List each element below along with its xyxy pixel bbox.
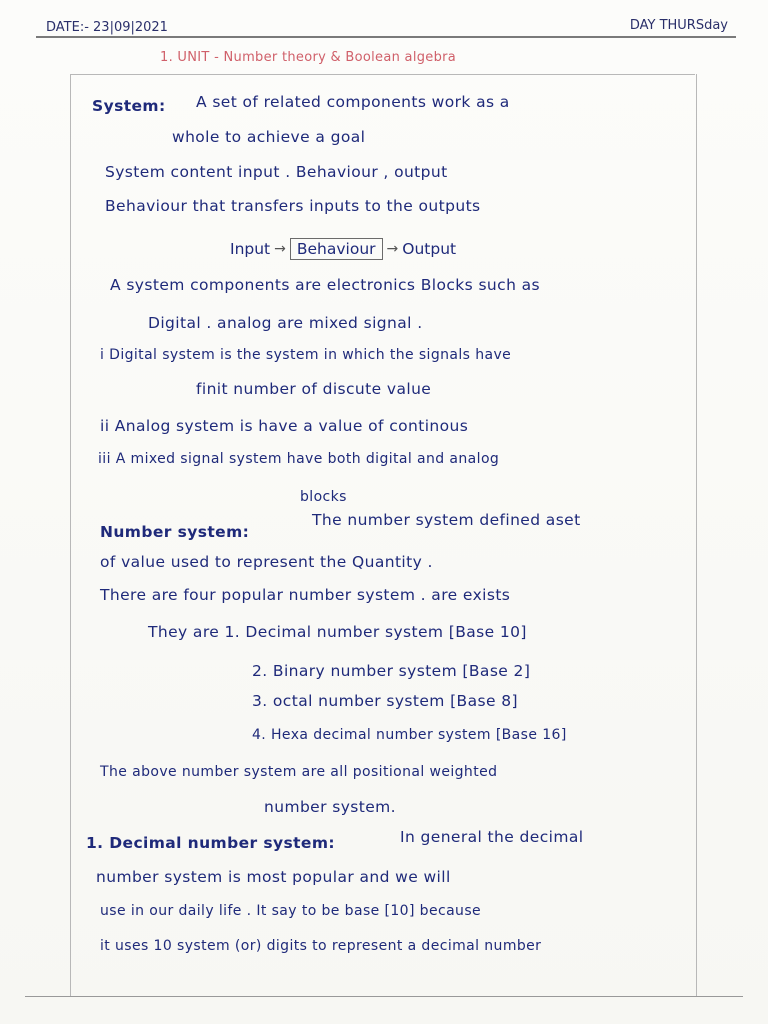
decimal-line-3: use in our daily life . It say to be base [10] because [100, 903, 482, 919]
number-system-heading: Number system: [100, 523, 250, 541]
decimal-line-2: number system is most popular and we will [96, 868, 451, 886]
bottom-rule [25, 996, 743, 997]
decimal-line-4: it uses 10 system (or) digits to represent a decimal number [100, 938, 542, 954]
flow-input-label: Input [230, 240, 271, 258]
system-line-3: System content input . Behaviour , output [105, 163, 448, 181]
types-line-1: A system components are electronics Blocks such as [110, 276, 540, 294]
right-arrow-icon: → [274, 241, 286, 257]
number-system-line-3: There are four popular number system . are exists [100, 586, 511, 604]
number-system-line-7: 4. Hexa decimal number system [Base 16] [252, 727, 567, 743]
number-system-line-6: 3. octal number system [Base 8] [252, 692, 518, 710]
day-field: DAY THURSday [629, 18, 728, 33]
system-line-4: Behaviour that transfers inputs to the outputs [105, 197, 481, 215]
types-line-3: i Digital system is the system in which the signals have [100, 347, 512, 363]
right-arrow-icon: → [386, 241, 399, 257]
number-system-line-4: They are 1. Decimal number system [Base 10] [148, 623, 527, 641]
decimal-line-1: In general the decimal [400, 828, 584, 846]
input-behaviour-output-diagram [230, 238, 456, 260]
types-line-2: Digital . analog are mixed signal . [148, 314, 423, 332]
decimal-heading: 1. Decimal number system: [86, 834, 335, 852]
date-field: DATE:- 23|09|2021 [46, 20, 168, 35]
types-line-7: blocks [300, 489, 347, 505]
number-system-line-9: number system. [264, 798, 396, 816]
unit-title: 1. UNIT - Number theory & Boolean algebra [160, 50, 457, 65]
system-heading: System: [92, 97, 166, 115]
flow-behaviour-box: Behaviour [290, 238, 383, 260]
number-system-line-8: The above number system are all positional weighted [100, 764, 498, 780]
types-line-4: finit number of discute value [196, 380, 432, 398]
types-line-5: ii Analog system is have a value of continous [100, 417, 469, 435]
number-system-line-2: of value used to represent the Quantity . [100, 553, 433, 571]
number-system-line-5: 2. Binary number system [Base 2] [252, 662, 531, 680]
flow-output-label: Output [402, 240, 457, 258]
types-line-6: iii A mixed signal system have both digital and analog [98, 451, 500, 467]
system-line-1: A set of related components work as a [196, 93, 510, 111]
system-line-2: whole to achieve a goal [172, 128, 366, 146]
header-rule [36, 36, 736, 38]
number-system-line-1: The number system defined aset [312, 511, 581, 529]
